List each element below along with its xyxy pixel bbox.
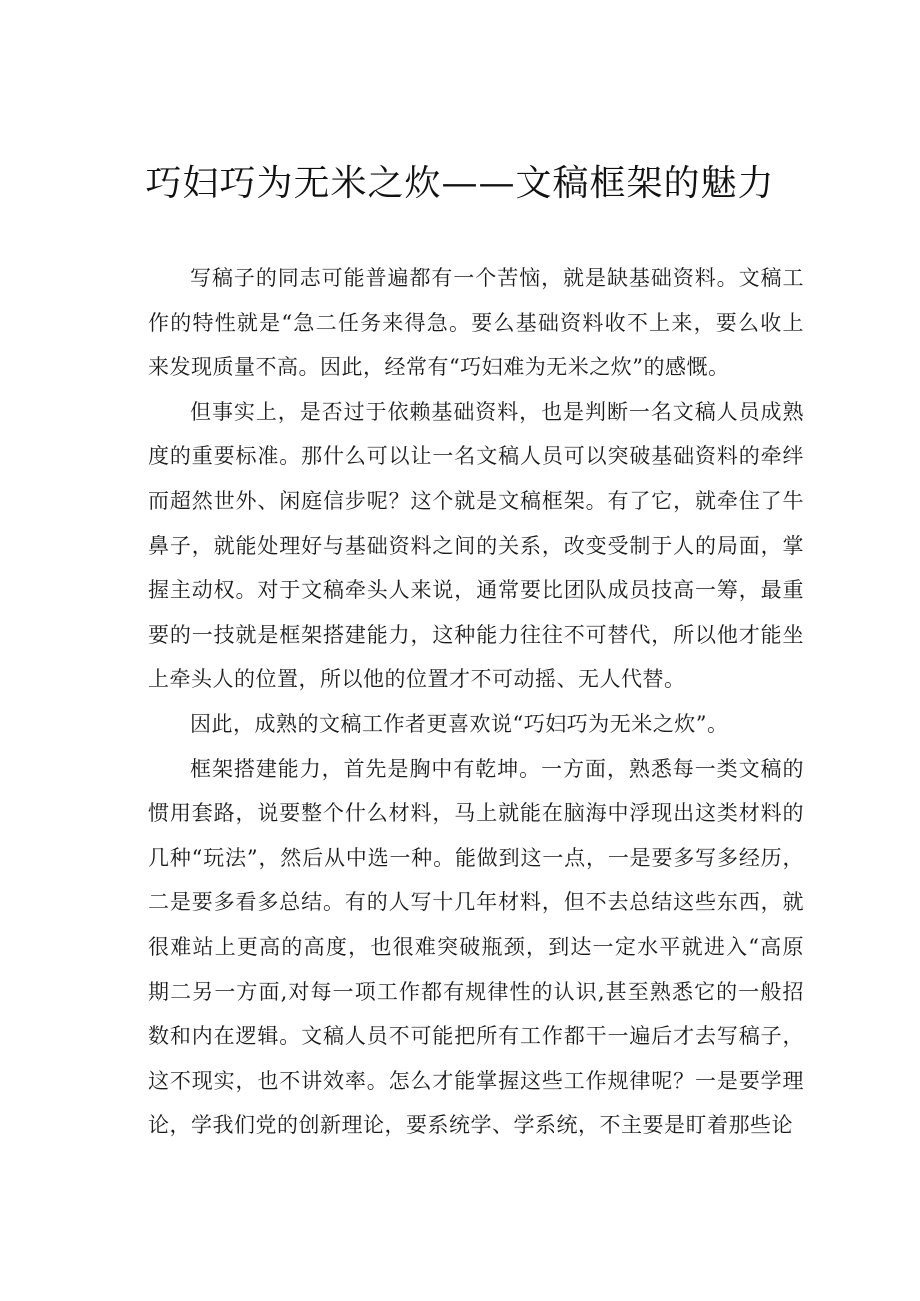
document-body (148, 256, 804, 1148)
paragraph-2: 但事实上，是否过于依赖基础资料，也是判断一名文稿人员成熟度的重要标准。那什么可以让一名文稿人员可以突破基础资料的牵绊而超然世外、闲庭信步呢？这个就是文稿框架。有了它，就牵住了牛鼻子，就能处理好与基础资料之间的关系，改变受制于人的局面，掌握主动权。对于文稿牵头人来说，通常要比团队成员技高一筹，最重要的一技就是框架搭建能力，这种能力往往不可替代，所以他才能坐上牵头人的位置，所以他的位置才不可动摇、无人代替。 (148, 399, 804, 692)
document-title: 巧妇巧为无米之炊——文稿框架的魅力 (145, 163, 775, 204)
paragraph-3: 因此，成熟的文稿工作者更喜欢说“巧妇巧为无米之炊”。 (190, 711, 729, 736)
paragraph-1: 写稿子的同志可能普遍都有一个苦恼，就是缺基础资料。文稿工作的特性就是“急二任务来得急。要么基础资料收不上来，要么收上来发现质量不高。因此，经常有“巧妇难为无米之炊”的感慨。 (148, 266, 804, 380)
paragraph-4: 框架搭建能力，首先是胸中有乾坤。一方面，熟悉每一类文稿的惯用套路，说要整个什么材料，马上就能在脑海中浮现出这类材料的几种“玩法”，然后从中选一种。能做到这一点，一是要多写多经历，二是要多看多总结。有的人写十几年材料，但不去总结这些东西，就很难站上更高的高度，也很难突破瓶颈，到达一定水平就进入“高原期二另一方面,对每一项工作都有规律性的认识,甚至熟悉它的一般招数和内在逻辑。文稿人员不可能把所有工作都干一遍后才去写稿子，这不现实，也不讲效率。怎么才能掌握这些工作规律呢？一是要学理论，学我们党的创新理论，要系统学、学系统，不主要是盯着那些论 (148, 756, 804, 1138)
